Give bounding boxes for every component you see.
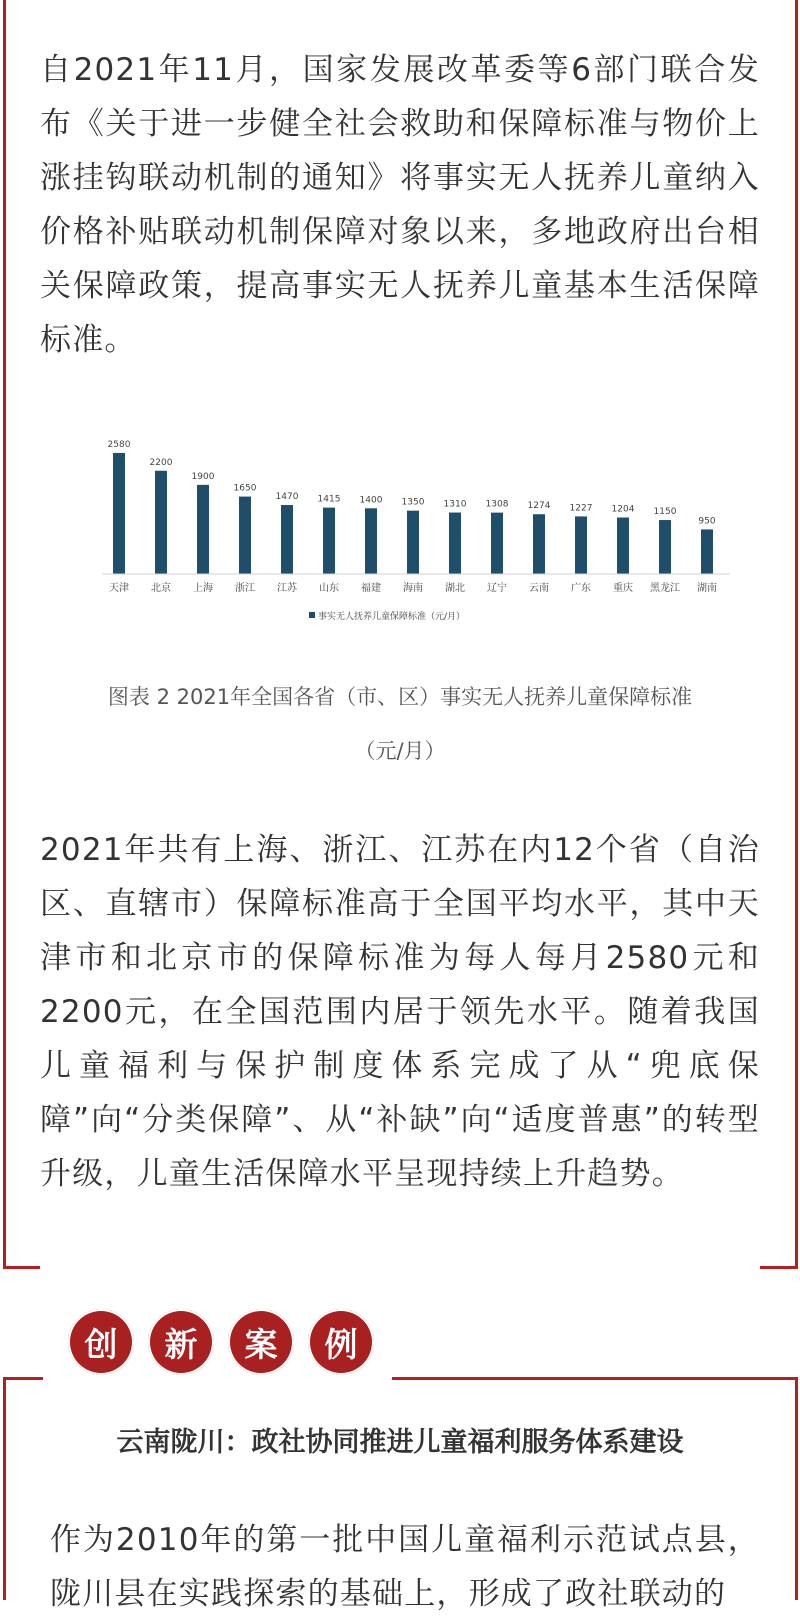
section-badge-char: 创 [68, 1309, 134, 1375]
x-tick-label: 浙江 [235, 583, 255, 594]
frame-bottom-right-border [760, 1266, 798, 1269]
frame2-top-right-border [392, 1377, 798, 1380]
x-tick-label: 福建 [361, 583, 381, 594]
x-tick-label: 江苏 [277, 583, 297, 594]
data-label: 1308 [485, 499, 509, 510]
data-label: 1150 [653, 507, 677, 518]
chart-caption-unit: （元/月） [354, 739, 446, 763]
bar-天津 [113, 453, 125, 574]
x-tick-label: 上海 [193, 583, 213, 594]
frame2-right-border [795, 1377, 798, 1600]
bar-重庆 [617, 518, 629, 574]
frame-left-border [3, 0, 6, 1268]
data-label: 1415 [317, 494, 341, 505]
x-tick-label: 天津 [109, 583, 129, 594]
section-badge-char: 新 [148, 1309, 214, 1375]
body-paragraph: 2021年共有上海、浙江、江苏在内12个省（自治区、直辖市）保障标准高于全国平均水平，其中天津市和北京市的保障标准为每人每月2580元和2200元，在全国范围内居于领先水平。随着我国儿童福利与保护制度体系完成了从“兜底保障”向“分类保障”、从“补缺”向“适度普惠”的转型升级，儿童生活保障水平呈现持续上升趋势。 [40, 832, 760, 1192]
bar-上海 [197, 485, 209, 574]
bar-海南 [407, 511, 419, 574]
legend-swatch [309, 612, 315, 618]
x-tick-label: 湖南 [697, 583, 717, 594]
bar-湖北 [449, 513, 461, 574]
x-tick-label: 黑龙江 [650, 583, 680, 594]
bar-福建 [365, 508, 377, 574]
x-tick-label: 海南 [403, 583, 423, 594]
data-label: 1650 [233, 483, 257, 494]
bar-黑龙江 [659, 520, 671, 574]
x-tick-label: 广东 [571, 583, 591, 594]
bar-云南 [533, 514, 545, 574]
x-tick-label: 辽宁 [487, 583, 507, 594]
legend-label: 事实无人抚养儿童保障标准（元/月） [318, 612, 466, 622]
data-label: 1470 [275, 492, 299, 503]
data-label: 950 [698, 516, 716, 527]
bar-北京 [155, 471, 167, 574]
x-tick-label: 山东 [319, 583, 339, 594]
bar-chart [100, 435, 760, 645]
x-tick-label: 北京 [151, 583, 171, 594]
case-title: 云南陇川：政社协同推进儿童福利服务体系建设 [116, 1427, 684, 1458]
data-label: 1400 [359, 495, 383, 506]
bar-广东 [575, 516, 587, 574]
data-label: 2580 [107, 439, 131, 450]
bar-浙江 [239, 497, 251, 574]
data-label: 1310 [443, 499, 467, 510]
data-label: 1350 [401, 497, 425, 508]
data-label: 1227 [569, 503, 593, 514]
x-tick-label: 湖北 [445, 583, 465, 594]
case-paragraph: 作为2010年的第一批中国儿童福利示范试点县，陇川县在实践探索的基础上，形成了政社联动的 [50, 1522, 760, 1612]
frame2-top-left-border [3, 1377, 43, 1380]
bar-湖南 [701, 529, 713, 574]
bar-山东 [323, 508, 335, 574]
data-label: 1900 [191, 471, 215, 482]
x-tick-label: 重庆 [613, 583, 633, 594]
section-badge-char: 例 [308, 1309, 374, 1375]
data-label: 1274 [527, 501, 551, 512]
data-label: 2200 [149, 457, 173, 468]
data-label: 1204 [611, 504, 635, 515]
intro-paragraph: 自2021年11月，国家发展改革委等6部门联合发布《关于进一步健全社会救助和保障标准与物价上涨挂钩联动机制的通知》将事实无人抚养儿童纳入价格补贴联动机制保障对象以来，多地政府出台相关保障政策，提高事实无人抚养儿童基本生活保障标准。 [40, 52, 760, 358]
bar-辽宁 [491, 513, 503, 574]
frame-right-border [795, 0, 798, 1268]
frame2-left-border [3, 1377, 6, 1600]
bar-江苏 [281, 505, 293, 574]
frame-bottom-left-border [3, 1266, 40, 1269]
chart-caption: 图表 2 2021年全国各省（市、区）事实无人抚养儿童保障标准 [107, 685, 693, 709]
x-tick-label: 云南 [529, 583, 549, 594]
section-badge-char: 案 [228, 1309, 294, 1375]
